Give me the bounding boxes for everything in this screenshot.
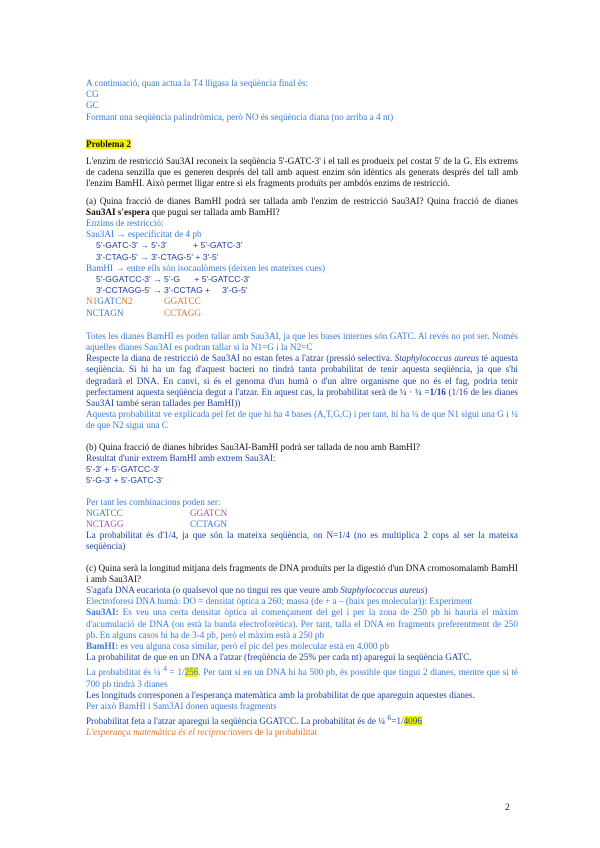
problem-statement: L'enzim de restricció Sau3AI reconeix la seqüència 5'-GATC-3' i el tall es produeix pel costat 5' de la G. Els extrems de cadena senzilla que es generen després del tall amb aquest enzim són idèntics als generats després del tall amb l'enzim BamHI. Això permet lligar entre si els fragments produïts per ambdós enzims de restricció. [86, 156, 518, 189]
bam-line: BamHI → entre ells són isocaulòmers (deixen les mateixes cues) [86, 262, 326, 273]
question-b: (b) Quina fracció de dianes híbrides Sau3AI-BamHI podrà ser tallada de nou amb BamHI? [86, 441, 420, 452]
combinations-heading: Per tant les combinacions poden ser: [86, 496, 221, 507]
answer-c-3: Sau3AI: Es veu una certa densitat òptica al començament del gel i per la zona de 250 pb hi hauria el màxim d'acumulació de DNA (on està la banda electroforètica). Per tant, talla el DNA en fragments preferentment de 250 pb. En alguns casos hi ha de 3-4 pb, però el màxim està a 250 pb [86, 607, 518, 640]
intro-line: A continuació, quan actua la T4 lligasa la seqüència final és: [86, 78, 309, 88]
result-heading: Resultat d'unir extrem BamHI amb extrem Sau3AI: [86, 452, 276, 463]
intro-line: Formant una seqüència palindròmica, però NO és seqüència diana (no arriba a 4 nt) [86, 111, 394, 122]
answer-a-3: Aquesta probabilitat ve explicada pel fet de que hi ha 4 bases (A,T,G,C) i per tant, hi ha ¼ de que N1 sigui una G i ¼ de que N2 sigui una C [86, 409, 518, 431]
enzymes-heading: Enzims de restricció: [86, 218, 164, 229]
intro-line: GC [86, 100, 99, 111]
question-a: (a) Quina fracció de dianes BamHI podrà ser tallada amb l'enzim de restricció Sau3AI? Quina fracció de dianes Sau3AI s'espera que pugui ser tallada amb BamHI? [86, 195, 518, 217]
bam-strand-1: 5'-GGATCC-3' → 5'-G + 5'-GATCC-3' [96, 274, 250, 285]
combo-row-1: NGATCC GGATCN [86, 507, 228, 518]
site-row-2: NCTAGN CCTAGG [86, 307, 202, 318]
result-line-2: 5'-G-3' + 5'-GATC-3' [86, 475, 163, 486]
combo-row-2: NCTAGG CCTAGN [86, 518, 228, 529]
answer-c-4: BamHI: es veu alguna cosa similar, però el pic del pes molecular està en 4.000 pb [86, 640, 389, 651]
answer-c-1: S'agafa DNA eucariota (o qualsevol que no tingui res que veure amb Staphylococcus aureus) [86, 584, 428, 595]
problem-title: Problema 2 [86, 138, 131, 149]
sau-strand-1: 5'-GATC-3' → 5'-3' + 5'-GATC-3' [96, 240, 243, 251]
question-c: (c) Quina serà la longitud mitjana dels fragments de DNA produïts per la digestió d'un DNA cromosomalamb BamHI i amb Sau3AI? [86, 562, 518, 584]
answer-c-5: La probabilitat de que en un DNA a l'atzar (freqüència de 25% per cada nt) aparegui la seqüència GATC. [86, 652, 472, 663]
intro-line: CG [86, 89, 99, 100]
answer-c-6: La probabilitat és ¼ $^4$ = 1/256. Per tant si en un DNA hi ha 500 pb, és possible que tingui 2 dianes, mentre que si té 700 pb tindrà 3 dianes [86, 664, 519, 689]
answer-c-7: Les longituds corresponen a l'esperança matemàtica amb la probabilitat de que apareguin aquestes dianes. [86, 689, 475, 700]
document-page [86, 78, 518, 739]
sau-line: Sau3AI → específicitat de 4 pb [86, 229, 202, 240]
answer-c-10: L'esperança matemàtica és el recíproc/invers de la probabilitat [86, 727, 318, 738]
answer-a-2: Respecte la diana de restricció de Sau3AI no estan fetes a l'atzar (pressió selectiva. Staphylococcus aureus té aquesta seqüència. Si hi ha un fag d'aquest bacteri no tindrà tanta probabilitat de tenir aquesta seqüència, ja que s'hi degradarà el DNA. En canvi, si és el genoma d'un humà o d'un altre organisme que no és el fag, podria tenir perfectament aquesta seqüència degut a l'atzar. En aquest cas, la probabilitat serà de ¼ · ¼ =1/16 (1/16 de les dianes Sau3AI també seran tallades per BamHI)) [86, 353, 519, 409]
page-number: 2 [505, 803, 510, 813]
answer-c-8: Per això BamHI i Sam3AI donen aquests fragments [86, 701, 277, 712]
result-line-1: 5'-3' + 5'-GATCC-3' [86, 464, 160, 475]
answer-c-9: Probabilitat feta a l'atzar aparegui la seqüència GGATCC. La probabilitat és de ¼ $^6$=1/4096 [86, 713, 422, 727]
sau-strand-2: 3'-CTAG-5' → 3'-CTAG-5' + 3'-5' [96, 251, 219, 262]
bam-strand-2: 3'-CCTAGG-5' → 3'-CCTAG + 3'-G-5' [96, 285, 248, 296]
answer-b: La probabilitat és d'1/4, ja que són la mateixa seqüència, on N=1/4 (no es multiplica 2 cops al ser la mateixa seqüència) [86, 530, 518, 552]
answer-c-2: Electroforesi DNA humà: DO = densitat òptica a 260; massa (de + a – (baix pes molecular)): Experiment [86, 596, 473, 607]
answer-a-1: Totes les dianes BamHI es poden tallar amb Sau3AI, ja que les bases internes són GATC. Al revés no pot ser. Només aquelles dianes Sau3AI es podran tallar si la N1=G i la N2=C [86, 330, 518, 353]
site-row-1: N1GATCN2 GGATCC [86, 296, 201, 307]
